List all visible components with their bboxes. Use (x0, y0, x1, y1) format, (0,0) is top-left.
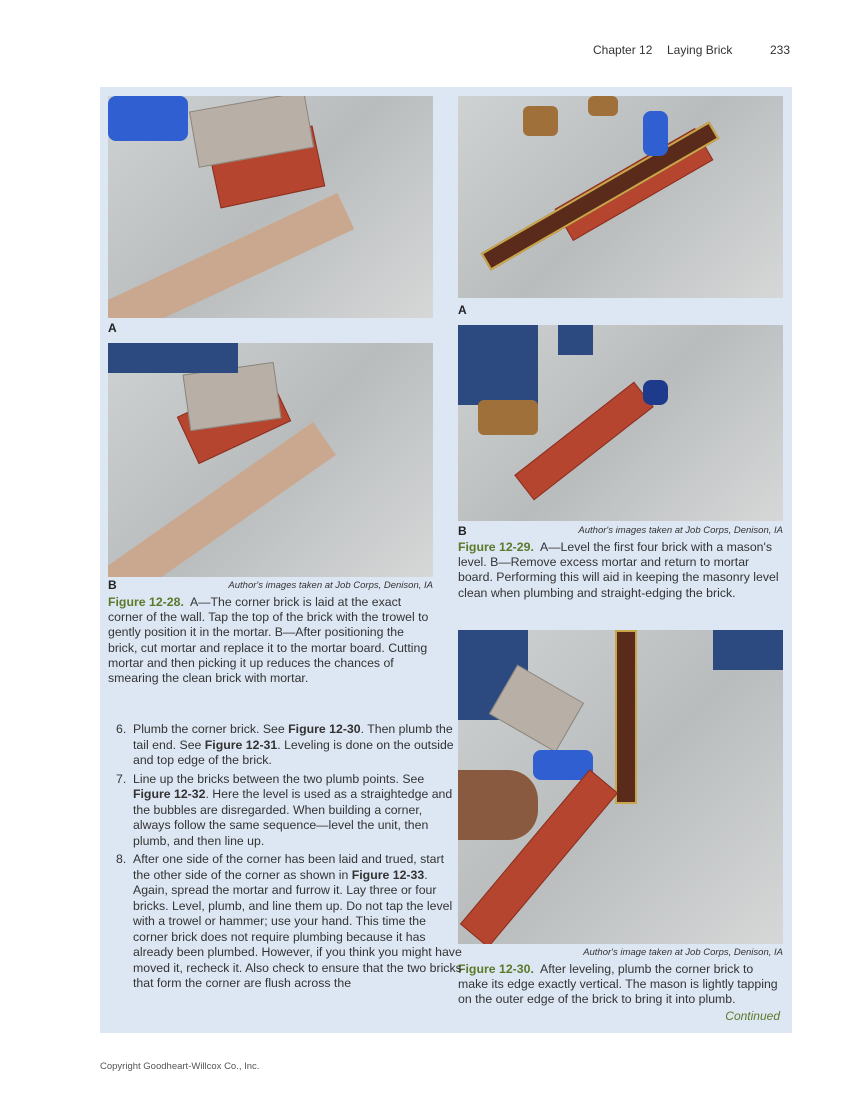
figure-number: Figure 12-30. (458, 962, 534, 976)
figure-caption (458, 962, 784, 1008)
chapter-label: Chapter 12 (593, 43, 653, 57)
continued-label: Continued (725, 1009, 780, 1023)
list-item (116, 771, 463, 850)
steps-list (108, 722, 463, 995)
figure-reference: Figure 12-32 (133, 787, 206, 801)
photo-12-30 (458, 630, 783, 944)
page-number: 233 (770, 43, 791, 57)
label-a: A (108, 321, 117, 335)
step-text: . Again, spread the mortar and furrow it. Lay three or four bricks. Level, plumb, and line them up. Do not tap the level with a trowel or hammer; use your hand. This time the corner brick does not require plumbing because it has already been plumbed. However, if you think you might have moved it, recheck it. Also check to ensure that the two bricks that form the corner are flush across the (133, 867, 462, 990)
figure-reference: Figure 12-31 (204, 737, 278, 752)
figure-number: Figure 12-29. (458, 540, 534, 554)
step-text: . Here the level is used as a straightedge and the bubbles are disregarded. When building a corner, always follow the same sequence—level the unit, then plumb, and then line up. (133, 787, 453, 848)
figure-reference: Figure 12-33 (351, 867, 425, 882)
photo-12-28b (108, 343, 433, 577)
step-number: 6. (116, 722, 127, 736)
label-b: B (108, 578, 117, 592)
step-number: 7. (116, 771, 127, 786)
list-item (116, 852, 463, 992)
photo-credit: Author's images taken at Job Corps, Denison, IA (228, 580, 433, 591)
photo-12-29b (458, 325, 783, 521)
step-text: After one side of the corner has been laid and trued, start the other side of the corner as shown in (133, 852, 445, 882)
photo-credit: Author's images taken at Job Corps, Denison, IA (578, 525, 783, 536)
photo-12-28a (108, 96, 433, 318)
step-text: Line up the bricks between the two plumb points. See (133, 771, 425, 786)
photo-credit: Author's image taken at Job Corps, Denison, IA (583, 947, 783, 958)
figure-number: Figure 12-28. (108, 595, 184, 609)
photo-12-29a (458, 96, 783, 298)
list-item (116, 722, 463, 769)
caption-text: A—The corner brick is laid at the exact corner of the wall. Tap the top of the brick with the trowel to gently position it in the mortar. B—After positioning the brick, cut mortar and replace it to the mortar board. Cutting mortar and then picking it up reduces the chances of smearing the clean brick with mortar. (108, 595, 429, 686)
figure-caption (108, 595, 434, 686)
figure-caption (458, 540, 784, 601)
step-text: Plumb the corner brick. See (133, 722, 289, 736)
chapter-title: Laying Brick (667, 43, 733, 57)
copyright: Copyright Goodheart-Willcox Co., Inc. (100, 1061, 260, 1072)
caption-text: After leveling, plumb the corner brick to make its edge exactly vertical. The mason is lightly tapping on the outer edge of the brick to bring it into plumb. (458, 962, 778, 1007)
step-text: . Leveling is done on the outside and top edge of the brick. (133, 737, 454, 767)
caption-text: A—Level the first four brick with a mason's level. B—Remove excess mortar and return to mortar board. Performing this will aid in keeping the masonry level clean when plumbing and straight-edging the brick. (458, 540, 779, 600)
step-text: . Then plumb the tail end. See (133, 722, 453, 752)
figure-reference: Figure 12-30 (288, 722, 361, 736)
label-a: A (458, 303, 467, 317)
label-b: B (458, 524, 467, 538)
step-number: 8. (116, 852, 127, 866)
